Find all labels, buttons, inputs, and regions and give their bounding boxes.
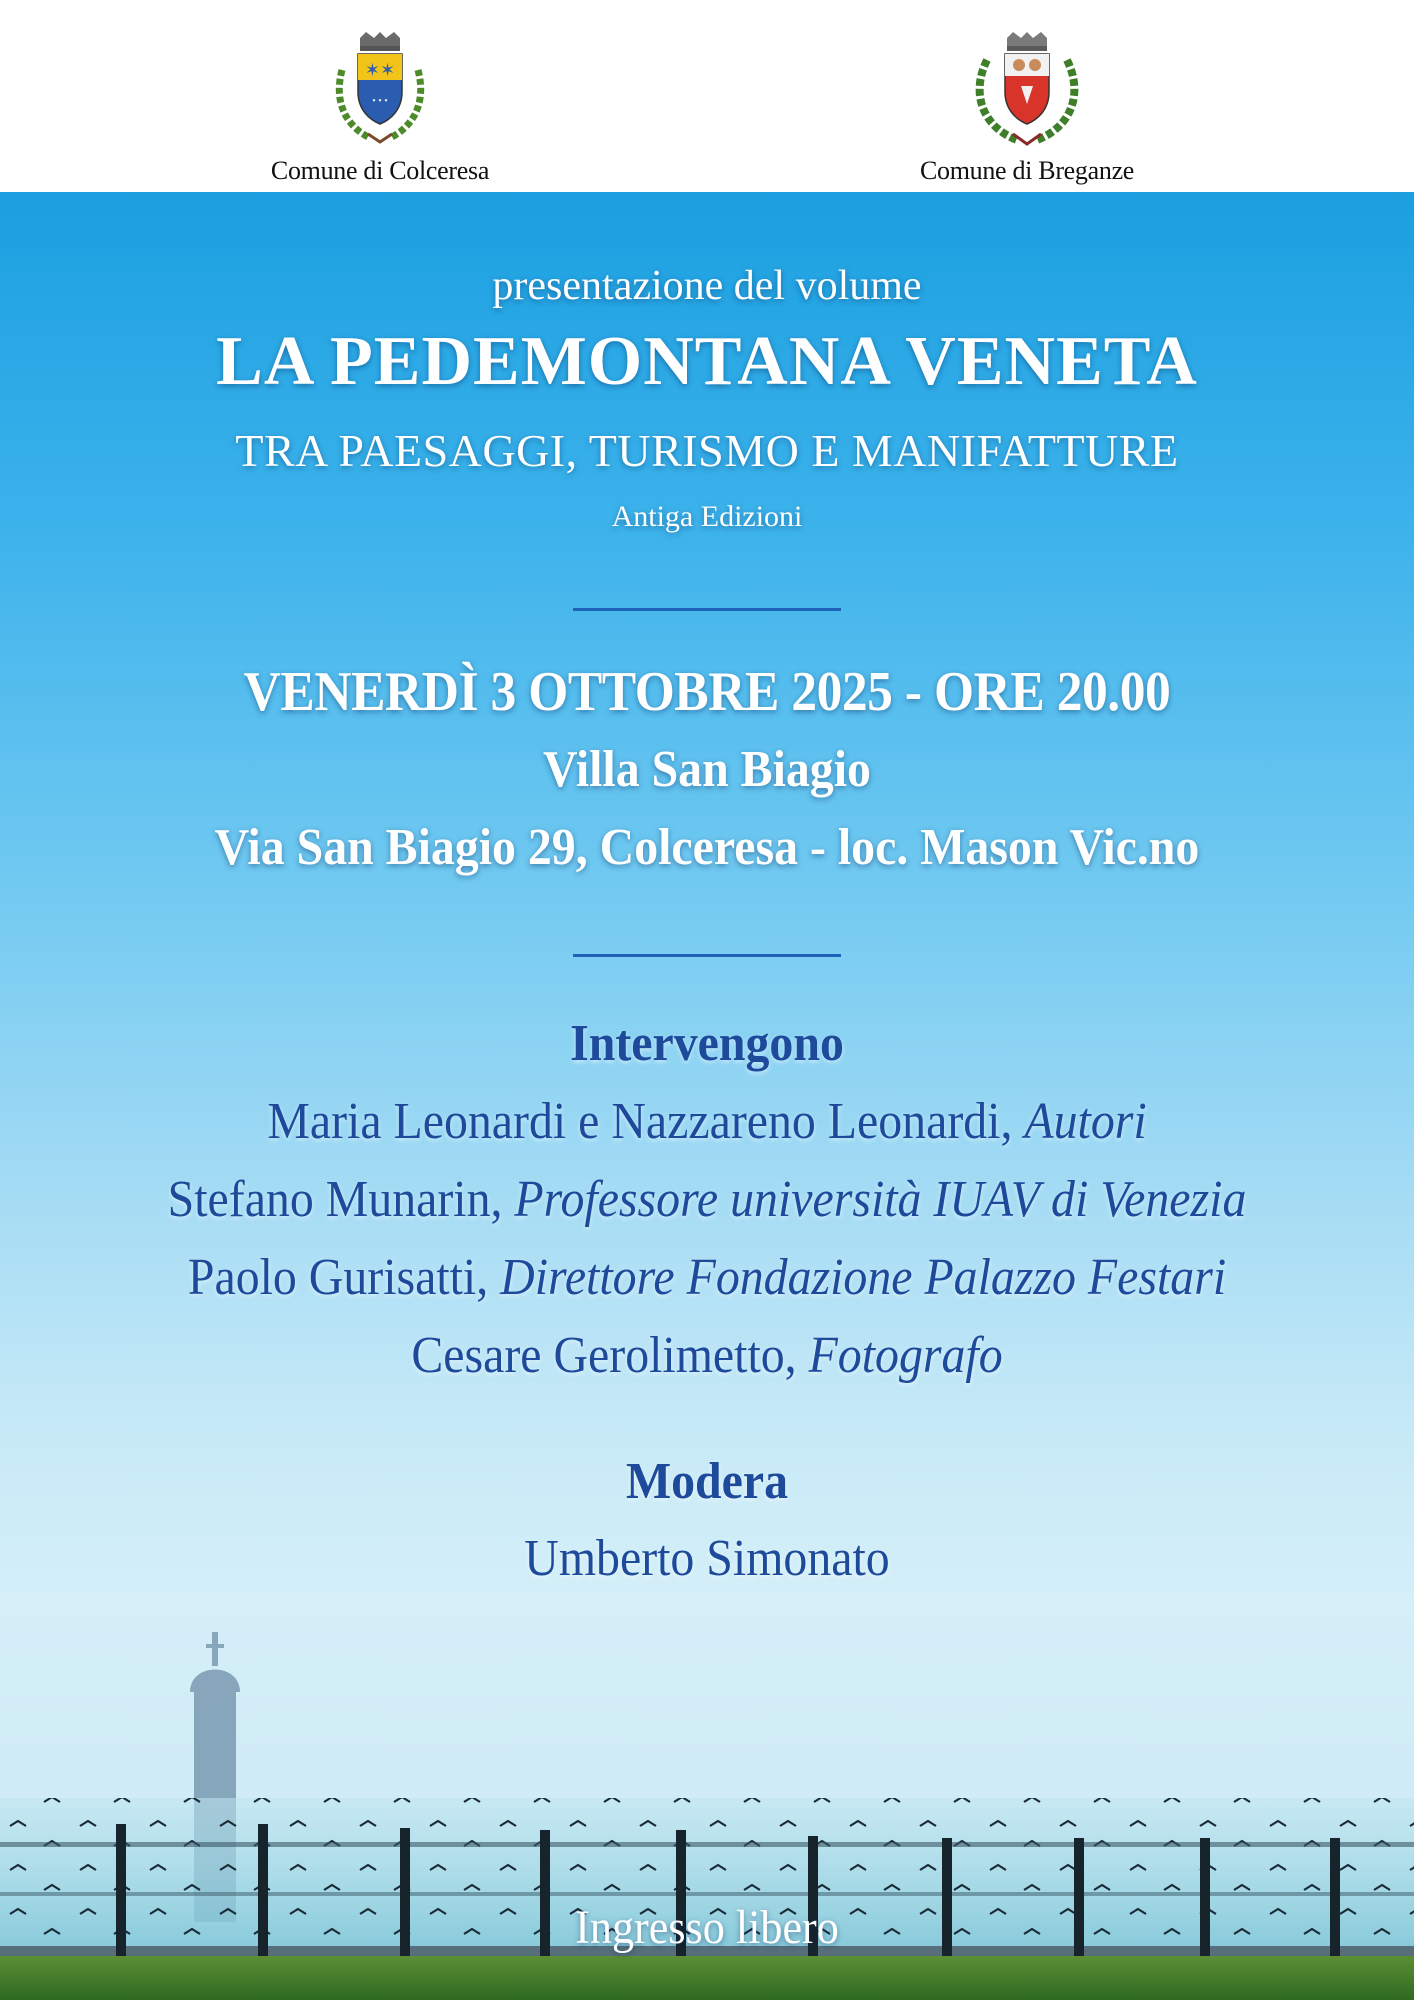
speaker-3 — [57, 1248, 1358, 1307]
speaker-1 — [57, 1092, 1358, 1151]
breganze-label: Comune di Breganze — [919, 156, 1135, 185]
colceresa-label: Comune di Colceresa — [270, 156, 490, 185]
breganze-crest-icon — [969, 30, 1085, 152]
speaker-name: Paolo Gurisatti, — [187, 1249, 489, 1306]
header — [0, 0, 1414, 192]
speaker-name: Stefano Munarin, — [167, 1171, 503, 1228]
event-venue: Villa San Biagio — [543, 741, 871, 798]
speaker-name: Maria Leonardi e Nazzareno Leonardi, — [267, 1093, 1013, 1150]
moderator-heading: Modera — [625, 1453, 789, 1510]
speaker-role: Autori — [1024, 1093, 1147, 1150]
event-address: Via San Biagio 29, Colceresa - loc. Mason Vic.no — [214, 819, 1200, 876]
event-date: VENERDÌ 3 OTTOBRE 2025 - ORE 20.00 — [243, 661, 1171, 723]
colceresa-logo — [230, 30, 530, 186]
svg-text:✶✶: ✶✶ — [364, 60, 396, 80]
speaker-name: Cesare Gerolimetto, — [411, 1327, 797, 1384]
divider-top — [573, 608, 841, 611]
speaker-role: Direttore Fondazione Palazzo Festari — [500, 1249, 1227, 1306]
colceresa-crest-icon — [330, 30, 430, 152]
speaker-role: Fotografo — [808, 1327, 1003, 1384]
poster-body — [0, 192, 1414, 2000]
speaker-4 — [57, 1326, 1358, 1385]
speaker-2 — [57, 1170, 1358, 1229]
moderator-name: Umberto Simonato — [524, 1530, 890, 1587]
breganze-logo — [877, 30, 1177, 186]
publisher: Antiga Edizioni — [611, 500, 803, 533]
speaker-role: Professore università IUAV di Venezia — [514, 1171, 1247, 1228]
speakers-heading: Intervengono — [570, 1015, 844, 1072]
divider-bottom — [573, 954, 841, 957]
free-entry-text: Ingresso libero — [575, 1901, 839, 1954]
book-subtitle: TRA PAESAGGI, TURISMO E MANIFATTURE — [235, 425, 1179, 476]
intro-text: presentazione del volume — [492, 263, 922, 309]
book-title: LA PEDEMONTANA VENETA — [216, 323, 1198, 400]
svg-text:• • •: • • • — [372, 96, 388, 107]
